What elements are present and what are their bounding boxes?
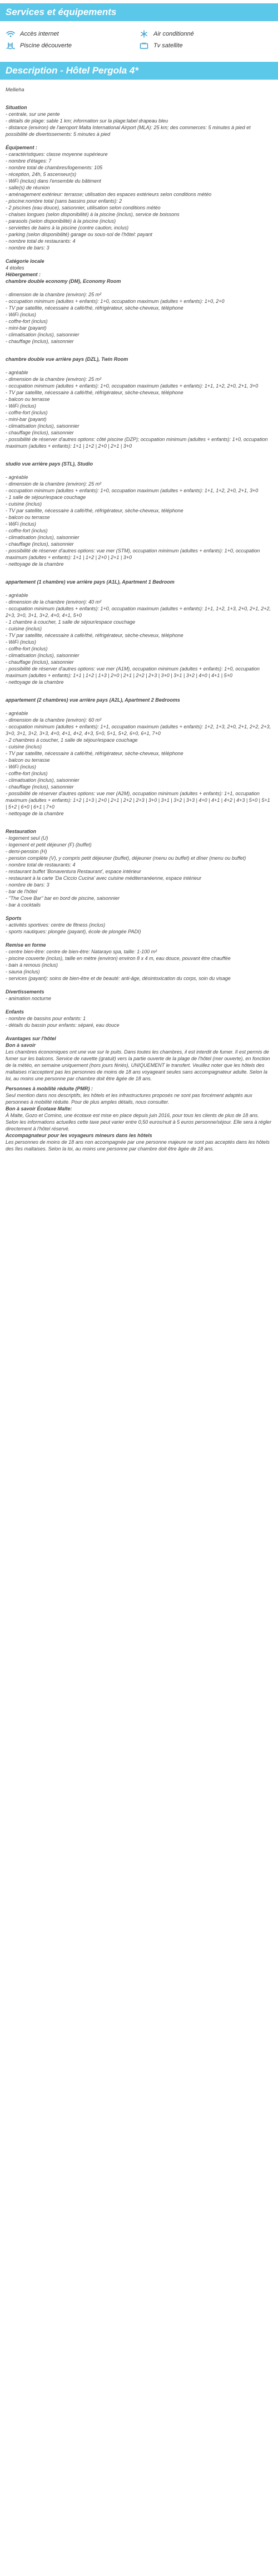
room-title: chambre double economy (DM), Economy Room	[6, 278, 121, 284]
room-detail: - climatisation (inclus), saisonnier	[6, 423, 80, 429]
situation-list	[6, 111, 272, 138]
room-detail: - occupation minimum (adultes + enfants): 1+0, occupation maximum (adultes + enfants): 1+1, 1+2, 1+3, 2+0, 2+1, 2+2, 2+3, 3+0, 3+1, 3+2, 4+0, 4+1, 5+0	[6, 606, 271, 618]
restauration-list	[6, 835, 272, 908]
room-detail: - 2 chambres à coucher, 1 salle de séjour/espace couchage	[6, 737, 138, 743]
list-item: - piscine couverte (inclus), taille en mètre (environ) environ 8 x 4 m, eau douce, pouvant être chauffée	[6, 956, 231, 961]
list-item: - réception, 24h, 5 ascenseur(s)	[6, 172, 77, 177]
sports-title: Sports	[6, 915, 22, 921]
room-detail: - cuisine (inclus)	[6, 501, 42, 507]
service-aircon	[139, 30, 272, 38]
list-item: - nombre total de restaurants: 4	[6, 238, 76, 244]
categorie-value: 4 étoiles	[6, 265, 24, 271]
list-item: - WiFi (inclus) dans l'ensemble du bâtiment	[6, 178, 101, 184]
room-detail: - agréable	[6, 711, 28, 716]
enfants-title: Enfants	[6, 1009, 24, 1015]
equipement-list	[6, 151, 272, 251]
room-detail: - dimension de la chambre (environ): 60 m²	[6, 717, 102, 723]
divertissements-title: Divertissements	[6, 989, 44, 995]
room-detail: - nettoyage de la chambre	[6, 811, 64, 816]
wifi-icon	[6, 30, 16, 38]
equipement-title: Équipement :	[6, 145, 38, 150]
room-detail: - agréable	[6, 474, 28, 480]
list-item: - nombre de bars: 3	[6, 882, 49, 888]
list-item: - parking (selon disponibilité) garage ou sous-sol de l'hôtel: payant	[6, 232, 152, 237]
divertissements-list	[6, 995, 272, 1002]
room-detail: - TV par satellite, nécessaire à café/thé, réfrigérateur, sèche-cheveux, téléphone	[6, 633, 183, 638]
page	[0, 3, 278, 1161]
list-item: - centre bien-être: centre de bien-être: Natarayo spa, taille: 1-100 m²	[6, 949, 157, 954]
pmr-text: Seul mention dans nos descriptifs, les hôtels et les infrastructures proposés ne sont pas forcément adaptés aux personnes à mobilité réduite. Pour de plus amples détails, nous consulter.	[6, 1093, 252, 1105]
room-title: studio vue arrière pays (STL), Studio	[6, 461, 93, 467]
services-header	[0, 3, 278, 21]
description-header	[0, 62, 278, 80]
situation-title: Situation	[6, 105, 27, 110]
service-label: Tv satellite	[153, 42, 183, 49]
room-detail: - climatisation (inclus), saisonnier	[6, 332, 80, 337]
room-detail: - balcon ou terrasse	[6, 757, 50, 763]
room-detail: - WiFi (inclus)	[6, 639, 36, 645]
list-item: - bar de l'hôtel	[6, 889, 37, 894]
room-detail: - occupation minimum (adultes + enfants): 1+0, occupation maximum (adultes + enfants): 1+1, 1+2, 2+0, 2+1, 3+0	[6, 488, 259, 493]
room-detail: - occupation minimum (adultes + enfants): 1+1, occupation maximum (adultes + enfants): 1+2, 1+3, 2+0, 2+1, 2+2, 2+3, 3+0, 3+1, 3+2, 3+3, 4+0, 4+1, 4+2, 4+3, 5+0, 5+1, 5+2, 6+0, 6+1, 7+0	[6, 724, 271, 736]
room-detail: - chauffage (inclus), saisonnier	[6, 659, 74, 665]
room-detail: - nettoyage de la chambre	[6, 561, 64, 567]
remise-title: Remise en forme	[6, 942, 46, 948]
room-detail: - 1 chambre à coucher, 1 salle de séjour/espace couchage	[6, 619, 136, 625]
pool-icon	[6, 42, 16, 50]
list-item: - logement et petit déjeuner (F) (buffet)	[6, 842, 92, 848]
room-detail: - occupation minimum (adultes + enfants): 1+0, occupation maximum (adultes + enfants): 1+1, 1+2, 2+0, 2+1, 3+0	[6, 383, 259, 389]
services-grid	[0, 21, 278, 57]
room-detail: - dimension de la chambre (environ): 40 m²	[6, 599, 102, 605]
room-detail: - chauffage (inclus), saisonnier	[6, 541, 74, 547]
room-detail: - agréable	[6, 592, 28, 598]
room-detail: - coffre-fort (inclus)	[6, 410, 48, 415]
list-item: - bain à remous (inclus)	[6, 962, 58, 968]
room-title: chambre double vue arrière pays (DZL), Twin Room	[6, 356, 128, 362]
room-detail: - mini-bar (payant)	[6, 417, 47, 422]
mineurs-text: Les personnes de moins de 18 ans non accompagnée par une personne majeure ne sont pas acceptés dans les hôtels des îles maltaises. Selon la loi, au moins une personne par chambre doit être âgée de 18 ans.	[6, 1139, 270, 1152]
list-item: - pension complète (V), y compris petit déjeuner (buffet), déjeuner (menu ou buffet) et dîner (menu ou buffet)	[6, 855, 246, 861]
list-item: - sports nautiques: plongée (payant), école de plongée PADI)	[6, 929, 141, 934]
room-detail: - possibilité de réserver d'autres options: côté piscine (DZP); occupation minimum (adultes + enfants): 1+0, occupation maximum (adultes + enfants): 1+1 | 1+2 | 2+0 | 2+1 | 3+0	[6, 437, 268, 449]
room-detail: - occupation minimum (adultes + enfants): 1+0, occupation maximum (adultes + enfants): 1+0, 2+0	[6, 298, 225, 304]
tv-icon	[139, 42, 149, 50]
list-item: - nombre de bassins pour enfants: 1	[6, 1016, 86, 1021]
list-item: - nombre total de chambres/logements: 105	[6, 165, 103, 170]
location: Mellieha	[6, 87, 24, 92]
service-label: Air conditionné	[153, 31, 194, 37]
list-item: - "The Cove Bar" bar en bord de piscine, saisonnier	[6, 895, 120, 901]
room-detail: - climatisation (inclus), saisonnier	[6, 535, 80, 540]
room-title: appartement (2 chambres) vue arrière pays (A2L), Apartment 2 Bedrooms	[6, 697, 180, 703]
list-item: - salle(s) de réunion	[6, 185, 50, 190]
room-detail: - cuisine (inclus)	[6, 626, 42, 631]
room-detail: - TV par satellite, nécessaire à café/thé, réfrigérateur, sèche-cheveux, téléphone	[6, 751, 183, 756]
list-item: - nombre d'étages: 7	[6, 158, 52, 164]
list-item: - sauna (inclus)	[6, 969, 40, 974]
room-detail: - dimension de la chambre (environ): 25 m²	[6, 292, 102, 297]
list-item: - logement seul (U)	[6, 835, 48, 841]
room-detail: - cuisine (inclus)	[6, 744, 42, 750]
list-item: - restaurant buffet 'Bonaventura Restaurant', espace intérieur	[6, 869, 141, 874]
restauration-title: Restauration	[6, 829, 37, 834]
room-detail: - climatisation (inclus), saisonnier	[6, 653, 80, 658]
room-detail: - TV par satellite, nécessaire à café/thé, réfrigérateur, sèche-cheveux, téléphone	[6, 508, 183, 513]
room-detail: - balcon ou terrasse	[6, 515, 50, 520]
enfants-list	[6, 1015, 272, 1029]
remise-list	[6, 948, 272, 982]
room-detail: - balcon ou terrasse	[6, 396, 50, 402]
list-item: - activités sportives: centre de fitness (inclus)	[6, 922, 106, 928]
services-title: Services et équipements	[6, 7, 117, 17]
rooms-list	[6, 278, 272, 828]
room-detail: - possibilité de réserver d'autres options: vue mer (A1M), occupation minimum (adultes + enfants): 1+0, occupation maximum (adultes + enfants): 1+1 | 1+2 | 1+3 | 2+0 | 2+1 | 2+2 | 2+3 | 3+0 | 3+1 | 3+2 | 4+0 | 4+1 | 5+0	[6, 666, 260, 678]
list-item: - nombre de bars: 3	[6, 245, 49, 251]
list-item: - détails de plage: sable 1 km; information sur la plage:label drapeau bleu	[6, 118, 168, 124]
room-detail: - coffre-fort (inclus)	[6, 771, 48, 776]
bon-a-savoir-text: Les chambres économiques ont une vue sur le puits. Dans toutes les chambres, il est interdit de fumer. Il est permis de fumer sur les balcons. Service de navette (gratuit) vers la partie ouverte de la plage de l'hôtel (mer ouverte), en fonction de la météo, en semaine uniquement (hors jours fériés), UNIQUEMENT le transfert. Veuillez noter que les hôtels des maltaises n'acceptent pas les personnes de moins de 18 ans voyageant seules sans accompagnateur adulte. Selon la loi, au moins une personne par chambre doit être âgée de 18 ans.	[6, 1049, 270, 1081]
service-label: Piscine découverte	[20, 42, 72, 49]
list-item: - chaises longues (selon disponibilité) à la piscine (inclus), service de boissons	[6, 212, 180, 217]
room-detail: - mini-bar (payant)	[6, 325, 47, 331]
list-item: - serviettes de bains à la piscine (contre caution, inclus)	[6, 225, 129, 231]
snowflake-icon	[139, 30, 149, 38]
room-detail: - possibilité de réserver d'autres options: vue mer (A2M), occupation minimum (adultes + enfants): 1+1, occupation maximum (adultes + enfants): 1+2 | 1+3 | 2+0 | 2+1 | 2+2 | 2+3 | 3+0 | 3+1 | 3+2 | 3+3 | 4+0 | 4+1 | 4+2 | 4+3 | 5+0 | 5+1 | 5+2 | 6+0 | 6+1 | 7+0	[6, 791, 270, 810]
pmr-title: Personnes à mobilité réduite (PMR) :	[6, 1086, 93, 1091]
list-item: - services (payant): soins de bien-être et de beauté: anti-âge, désintoxication du corps, soin du visage	[6, 976, 231, 981]
categorie-title: Catégorie locale	[6, 258, 44, 264]
hebergement-title: Hébergement :	[6, 272, 41, 277]
avantages-title: Avantages sur l'hôtel	[6, 1036, 56, 1041]
list-item: - 2 piscines (eau douce), saisonnier, utilisation selon conditions météo	[6, 205, 161, 210]
room-detail: - dimension de la chambre (environ): 25 m²	[6, 376, 102, 382]
description-content	[0, 80, 278, 1161]
list-item: - bar à cocktails	[6, 902, 41, 908]
room-detail: - WiFi (inclus)	[6, 764, 36, 770]
room-detail: - WiFi (inclus)	[6, 521, 36, 527]
room-detail: - WiFi (inclus)	[6, 312, 36, 317]
ecotaxe-title: Bon à savoir Écotaxe Malte:	[6, 1106, 72, 1111]
room-detail: - coffre-fort (inclus)	[6, 528, 48, 533]
room-detail: - climatisation (inclus), saisonnier	[6, 777, 80, 783]
mineurs-title: Accompagnateur pour les voyageurs mineurs dans les hôtels	[6, 1133, 152, 1138]
room-detail: - nettoyage de la chambre	[6, 679, 64, 685]
ecotaxe-text: À Malte, Gozo et Comino, une écotaxe est mise en place depuis juin 2016, pour tous les clients de plus de 18 ans. Selon les informations actuelles cette taxe peut varier entre 0,50 euros/nuit à 5 euros personne/séjour. Elle sera à régler directement à l'hôtel réservé.	[6, 1113, 271, 1132]
list-item: - animation nocturne	[6, 996, 52, 1001]
room-detail: - WiFi (inclus)	[6, 403, 36, 409]
bon-a-savoir-title: Bon à savoir	[6, 1042, 36, 1048]
room-detail: - coffre-fort (inclus)	[6, 319, 48, 324]
description-title: Description - Hôtel Pergola 4*	[6, 65, 138, 76]
service-internet	[6, 30, 139, 38]
list-item: - détails du bassin pour enfants: séparé, eau douce	[6, 1022, 120, 1028]
list-item: - nombre total de restaurants: 4	[6, 862, 76, 868]
service-tv	[139, 42, 272, 50]
room-detail: - chauffage (inclus), saisonnier	[6, 784, 74, 790]
room-detail: - agréable	[6, 370, 28, 375]
list-item: - centrale, sur une pente	[6, 111, 60, 117]
room-detail: - dimension de la chambre (environ): 25 m²	[6, 481, 102, 487]
service-label: Accès internet	[20, 31, 59, 37]
service-pool	[6, 42, 139, 50]
room-detail: - chauffage (inclus), saisonnier	[6, 430, 74, 435]
list-item: - demi-pension (H)	[6, 849, 47, 854]
room-detail: - possibilité de réserver d'autres options: vue mer (STM), occupation minimum (adultes + enfants): 1+0, occupation maximum (adultes + enfants): 1+1 | 1+2 | 2+0 | 2+1 | 3+0	[6, 548, 260, 560]
list-item: - caractéristiques: classe moyenne supérieure	[6, 151, 108, 157]
list-item: - aménagement extérieur: terrasse; utilisation des espaces extérieurs selon conditions météo	[6, 192, 212, 197]
room-detail: - chauffage (inclus), saisonnier	[6, 339, 74, 344]
room-detail: - TV par satellite, nécessaire à café/thé, réfrigérateur, sèche-cheveux, téléphone	[6, 390, 183, 395]
list-item: - restaurant à la carte 'Da Ciccio Cucina' avec cuisine méditerranéenne, espace intérieur	[6, 875, 202, 881]
room-detail: - coffre-fort (inclus)	[6, 646, 48, 652]
list-item: - parasols (selon disponibilité) à la piscine (inclus)	[6, 218, 116, 224]
list-item: - piscine:nombre total (sans bassins pour enfants): 2	[6, 198, 122, 204]
list-item: - distance (environ) de l'aeroport Malta International Airport (MLA): 25 km; des commerces: 5 minutes à pied et possibilité de divertissements: 5 minutes à pied	[6, 125, 251, 137]
room-title: appartement (1 chambre) vue arrière pays (A1L), Apartment 1 Bedroom	[6, 579, 175, 585]
sports-list	[6, 922, 272, 935]
room-detail: - TV par satellite, nécessaire à café/thé, réfrigérateur, sèche-cheveux, téléphone	[6, 305, 183, 311]
room-detail: - 1 salle de séjour/espace couchage	[6, 494, 86, 500]
